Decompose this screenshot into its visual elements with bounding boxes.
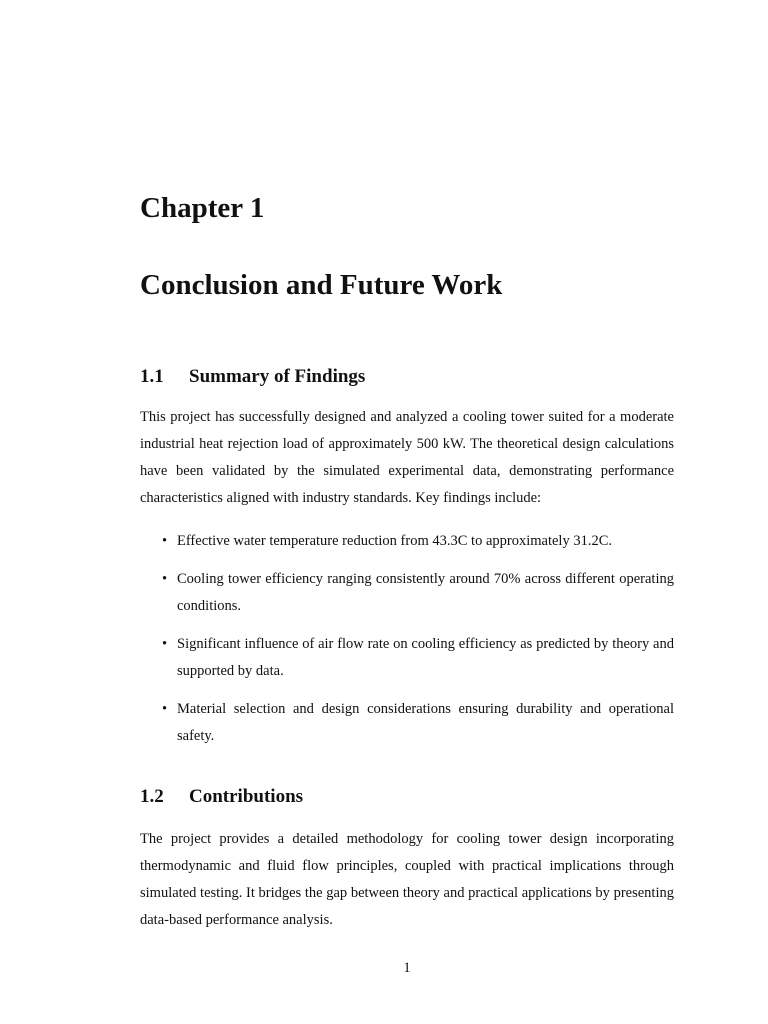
list-item-text: Material selection and design considerations ensuring durability and operational safety. bbox=[177, 701, 674, 744]
bullet-icon: • bbox=[162, 636, 168, 652]
list-item bbox=[160, 566, 674, 620]
chapter-title: Conclusion and Future Work bbox=[140, 269, 503, 301]
section-heading-summary bbox=[140, 365, 365, 389]
list-item-text: Significant influence of air flow rate on cooling efficiency as predicted by theory and supported by data. bbox=[177, 636, 674, 679]
findings-list bbox=[160, 528, 674, 761]
bullet-icon: • bbox=[162, 571, 168, 587]
list-item bbox=[160, 528, 674, 555]
bullet-icon: • bbox=[162, 701, 168, 717]
section-title: Summary of Findings bbox=[189, 366, 366, 387]
list-item-text: Cooling tower efficiency ranging consistently around 70% across different operating conditions. bbox=[177, 571, 674, 614]
section-heading-contributions bbox=[140, 785, 303, 809]
summary-paragraph: This project has successfully designed and analyzed a cooling tower suited for a moderate industrial heat rejection load of approximately 500 kW. The theoretical design calculations have been validated by the simulated experimental data, demonstrating performance characteristics aligned with industry standards. Key findings include: bbox=[140, 409, 674, 506]
page-number: 1 bbox=[403, 960, 411, 976]
list-item bbox=[160, 696, 674, 750]
contributions-paragraph: The project provides a detailed methodology for cooling tower design incorporating thermodynamic and fluid flow principles, coupled with practical implications through simulated testing. It bridges the gap between theory and practical applications by presenting data-based performance analysis. bbox=[140, 831, 674, 928]
list-item bbox=[160, 631, 674, 685]
chapter-label: Chapter 1 bbox=[140, 192, 265, 224]
list-item-text: Effective water temperature reduction from 43.3C to approximately 31.2C. bbox=[177, 533, 612, 549]
section-number: 1.2 bbox=[140, 786, 164, 807]
section-title: Contributions bbox=[189, 786, 304, 807]
bullet-icon: • bbox=[162, 533, 168, 549]
section-number: 1.1 bbox=[140, 366, 164, 387]
